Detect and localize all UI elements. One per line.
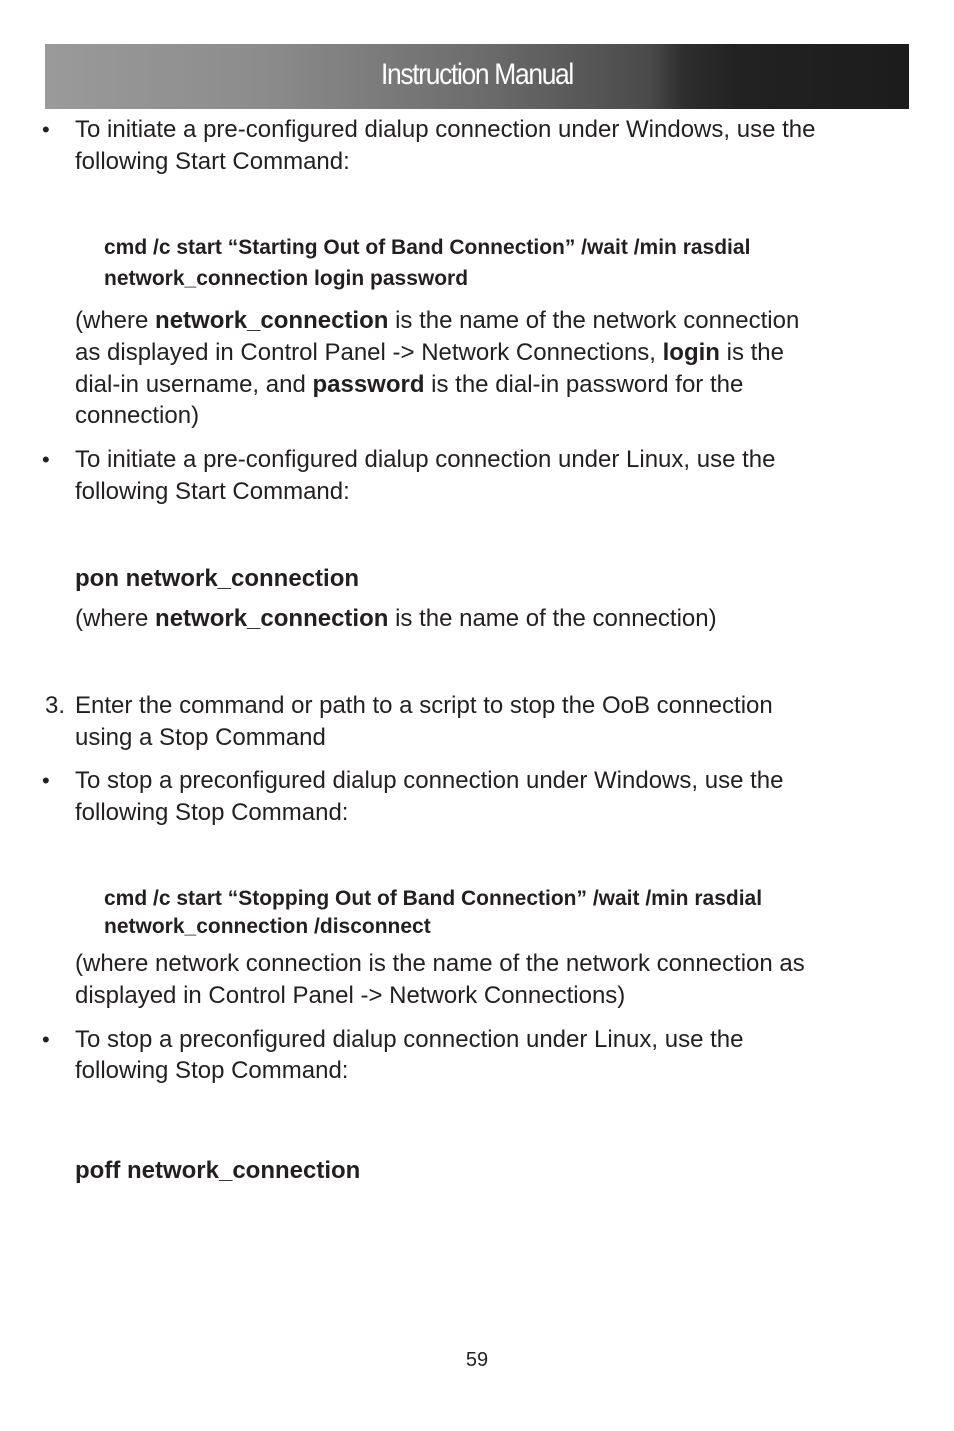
header-bar (45, 44, 909, 109)
bullet-icon: • (42, 447, 50, 472)
linux-stop-command: poff network_connection (75, 1157, 361, 1184)
step-3-line-2: using a Stop Command (75, 724, 326, 751)
page-header-title: Instruction Manual (381, 58, 573, 91)
bullet-4-line-2: following Stop Command: (75, 1057, 349, 1084)
note-1-line-4: connection) (75, 402, 200, 429)
note-1-line-3: dial-in username, and password is the dial-in password for the (75, 371, 744, 398)
note-2: (where network_connection is the name of the connection) (75, 605, 717, 632)
windows-start-command-line-1: cmd /c start “Starting Out of Band Connection” /wait /min rasdial (104, 236, 751, 259)
windows-stop-command-line-2: network_connection /disconnect (104, 915, 431, 938)
step-3-line-1: Enter the command or path to a script to stop the OoB connection (75, 692, 773, 719)
linux-start-command: pon network_connection (75, 565, 360, 592)
windows-start-command-line-2: network_connection login password (104, 267, 469, 290)
bullet-icon: • (42, 1027, 50, 1052)
bullet-4-line-1: To stop a preconfigured dialup connection under Linux, use the (75, 1026, 744, 1053)
bullet-icon: • (42, 117, 50, 142)
bullet-2-line-2: following Start Command: (75, 478, 350, 505)
note-1-line-1: (where network_connection is the name of the network connection (75, 307, 800, 334)
bullet-3-line-1: To stop a preconfigured dialup connection under Windows, use the (75, 767, 784, 794)
bullet-1-line-1: To initiate a pre-configured dialup connection under Windows, use the (75, 116, 816, 143)
bullet-3-line-2: following Stop Command: (75, 799, 349, 826)
bullet-2-line-1: To initiate a pre-configured dialup connection under Linux, use the (75, 446, 776, 473)
bullet-1-line-2: following Start Command: (75, 148, 350, 175)
windows-stop-command-line-1: cmd /c start “Stopping Out of Band Connection” /wait /min rasdial (104, 887, 763, 910)
page-number: 59 (465, 1349, 489, 1371)
note-3-line-2: displayed in Control Panel -> Network Connections) (75, 982, 626, 1009)
note-3-line-1: (where network connection is the name of the network connection as (75, 950, 805, 977)
note-1-line-2: as displayed in Control Panel -> Network Connections, login is the (75, 339, 784, 366)
bullet-icon: • (42, 768, 50, 793)
step-number: 3. (45, 692, 66, 719)
